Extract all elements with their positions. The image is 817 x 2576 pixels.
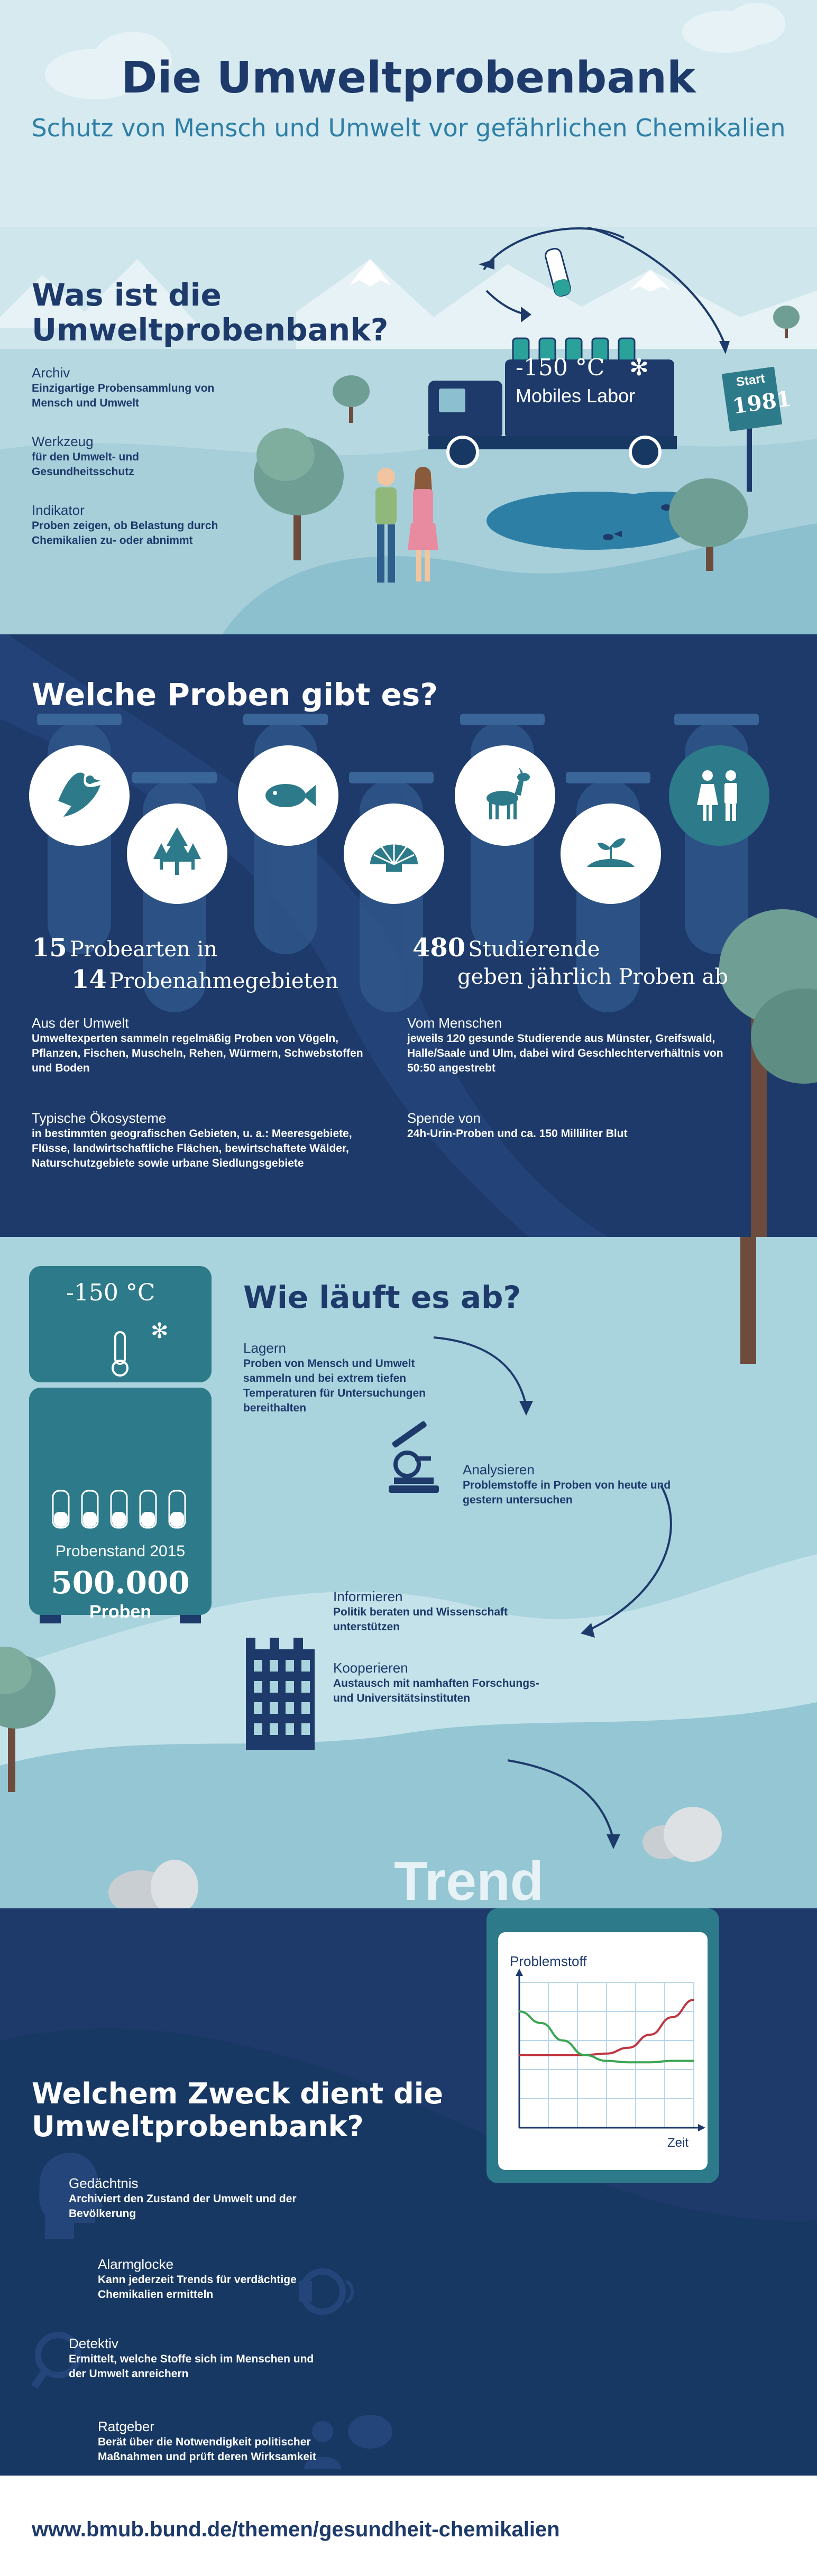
- left-stat-num1: 15: [32, 933, 67, 963]
- process-step-informieren: [333, 1589, 555, 1635]
- samples-item-label: Spende von: [407, 1110, 481, 1126]
- samples-item-text: 24h-Urin-Proben und ca. 150 Milliliter Blut: [407, 1128, 628, 1140]
- fish-icon: [256, 764, 320, 827]
- footer-url-link[interactable]: www.bmub.bund.de/themen/gesundheit-chemikalien: [32, 2518, 560, 2541]
- deer-circle: [455, 745, 555, 846]
- fridge-temperature: -150 °C: [66, 1279, 155, 1306]
- chart-x-axis-arrow: [698, 2124, 705, 2131]
- section1-item-text: Einzigartige Probensammlung von Mensch und Umwelt: [32, 382, 215, 409]
- purpose-item-label: Gedächtnis: [69, 2175, 139, 2191]
- footer: [0, 2476, 817, 2576]
- samples-item-label: Typische Ökosysteme: [32, 1110, 167, 1126]
- section1-item-label: Indikator: [32, 502, 85, 518]
- trend-clipboard: [486, 1908, 719, 2183]
- soil-plant-icon: [579, 822, 642, 885]
- right-stat-text1: Studierende: [468, 937, 600, 962]
- left-stat-text1: Probearten in: [69, 937, 218, 962]
- purpose-item-text: Archiviert den Zustand der Umwelt und der Bevölkerung: [69, 2193, 297, 2220]
- purpose-item-label: Detektiv: [69, 2335, 118, 2351]
- bird-circle: [29, 745, 130, 846]
- process-step-text: Problemstoffe in Proben von heute und gestern untersuchen: [463, 1479, 671, 1506]
- process-step-text: Austausch mit namhaften Forschungs- und Universitätsinstituten: [333, 1677, 539, 1704]
- section1-item-label: Archiv: [32, 365, 70, 381]
- samples-item-text: jeweils 120 gesunde Studierende aus Münster, Greifswald, Halle/Saale und Ulm, dabei wird Geschlechterverhältnis von 50:50 angestrebt: [407, 1032, 723, 1074]
- purpose-item-text: Berät über die Notwendigkeit politischer Maßnahmen und prüft deren Wirksamkeit: [98, 2436, 316, 2463]
- purpose-item-text: Kann jederzeit Trends für verdächtige Chemikalien ermitteln: [98, 2274, 297, 2301]
- section-what-is: [0, 227, 817, 634]
- section4-heading: Welchem Zweck dient die Umweltprobenbank?: [32, 2077, 443, 2143]
- clipboard-clip: [555, 1908, 650, 1917]
- snowflake-icon: ✻: [151, 1319, 169, 1343]
- section1-item-archiv: [32, 365, 243, 411]
- purpose-item-detektiv: [69, 2335, 333, 2381]
- section2-heading: Welche Proben gibt es?: [32, 677, 438, 713]
- sign-year: 1981: [731, 386, 793, 419]
- snowflake-icon: ✻: [629, 354, 649, 381]
- chart-y-axis-arrow: [516, 1969, 523, 1976]
- fridge-number: 500.000: [51, 1565, 190, 1601]
- section3-heading: Wie läuft es ab?: [243, 1279, 521, 1315]
- trend-word: Trend: [394, 1851, 544, 1908]
- process-step-text: Proben von Mensch und Umwelt sammeln und bei extrem tiefen Temperaturen für Untersuchungen bereithalten: [243, 1358, 426, 1414]
- truck-temperature: -150 °C: [516, 354, 605, 381]
- purpose-item-gedaechtnis: [69, 2175, 312, 2221]
- page-title: Die Umweltprobenbank: [121, 53, 696, 103]
- samples-item-text: in bestimmten geografischen Gebieten, u. a.: Meeresgebiete, Flüsse, landwirtschaftliche Flächen, bewirtschaftete Wälder, Naturschutzgebiete sowie urbane Siedlungsgebiete: [32, 1128, 352, 1169]
- section-samples: [0, 634, 817, 1237]
- people-icon: [687, 764, 751, 827]
- samples-item-label: Aus der Umwelt: [32, 1015, 129, 1031]
- header-section: [0, 0, 817, 227]
- page-subtitle: Schutz von Mensch und Umwelt vor gefährlichen Chemikalien: [31, 114, 786, 142]
- left-stat-line2: [71, 965, 338, 994]
- section1-heading: Was ist die Umweltprobenbank?: [32, 277, 389, 348]
- purpose-item-label: Ratgeber: [98, 2418, 154, 2434]
- section-process: [0, 1237, 817, 1908]
- microscope-icon: [389, 1420, 439, 1493]
- process-step-label: Informieren: [333, 1589, 403, 1604]
- shell-circle: [344, 804, 444, 904]
- right-stat-line2: geben jährlich Proben ab: [457, 965, 728, 989]
- purpose-item-alarmglocke: [98, 2256, 331, 2302]
- left-stat-text2: Probenahmegebieten: [109, 969, 339, 993]
- samples-item-label: Vom Menschen: [407, 1015, 502, 1031]
- process-step-label: Lagern: [243, 1340, 286, 1356]
- samples-item-umwelt: [32, 1015, 370, 1076]
- process-step-label: Kooperieren: [333, 1660, 408, 1676]
- people-couple-illustration: [362, 465, 447, 592]
- purpose-item-ratgeber: [98, 2418, 362, 2464]
- sign-start-label: Start: [735, 371, 766, 390]
- samples-item-oekosysteme: [32, 1110, 370, 1171]
- right-stat-line1: [412, 933, 600, 963]
- deer-icon: [473, 764, 537, 827]
- clipboard-paper: [498, 1932, 708, 2170]
- process-step-text: Politik beraten und Wissenschaft unterstützen: [333, 1606, 508, 1633]
- section1-item-text: für den Umwelt- und Gesundheitsschutz: [32, 451, 139, 478]
- soil-plant-circle: [561, 804, 661, 904]
- samples-item-menschen: [407, 1015, 724, 1076]
- trees-icon: [145, 822, 209, 885]
- section1-item-indikator: [32, 502, 243, 548]
- people-circle: [669, 745, 769, 846]
- shell-icon: [362, 822, 426, 885]
- section1-item-label: Werkzeug: [32, 433, 94, 449]
- fridge-unit: Proben: [89, 1602, 152, 1622]
- chart-x-label: Zeit: [667, 2136, 689, 2150]
- left-stat-num2: 14: [71, 965, 107, 994]
- purpose-item-label: Alarmglocke: [98, 2256, 174, 2272]
- section-purpose: [0, 1908, 817, 2476]
- bird-icon: [48, 764, 111, 827]
- process-step-kooperieren: [333, 1660, 555, 1706]
- trees-circle: [127, 804, 227, 904]
- truck-label: Mobiles Labor: [516, 385, 636, 407]
- section1-item-text: Proben zeigen, ob Belastung durch Chemikalien zu- oder abnimmt: [32, 520, 218, 547]
- samples-item-spende: [407, 1110, 724, 1141]
- samples-item-text: Umweltexperten sammeln regelmäßig Proben von Vögeln, Pflanzen, Fischen, Muscheln, Rehen, Würmern, Schwebstoffen und Boden: [32, 1032, 363, 1074]
- process-step-lagern: [243, 1340, 434, 1416]
- section1-item-werkzeug: [32, 433, 243, 479]
- right-stat-num: 480: [412, 933, 466, 963]
- chart-title: Problemstoff: [510, 1953, 587, 1969]
- fish-circle: [238, 745, 338, 846]
- purpose-item-text: Ermittelt, welche Stoffe sich im Menschen und der Umwelt anreichern: [69, 2353, 314, 2380]
- process-step-label: Analysieren: [463, 1462, 535, 1478]
- process-step-analysieren: [463, 1462, 674, 1508]
- left-stat-line1: [32, 933, 217, 963]
- fridge-caption: Probenstand 2015: [55, 1543, 186, 1560]
